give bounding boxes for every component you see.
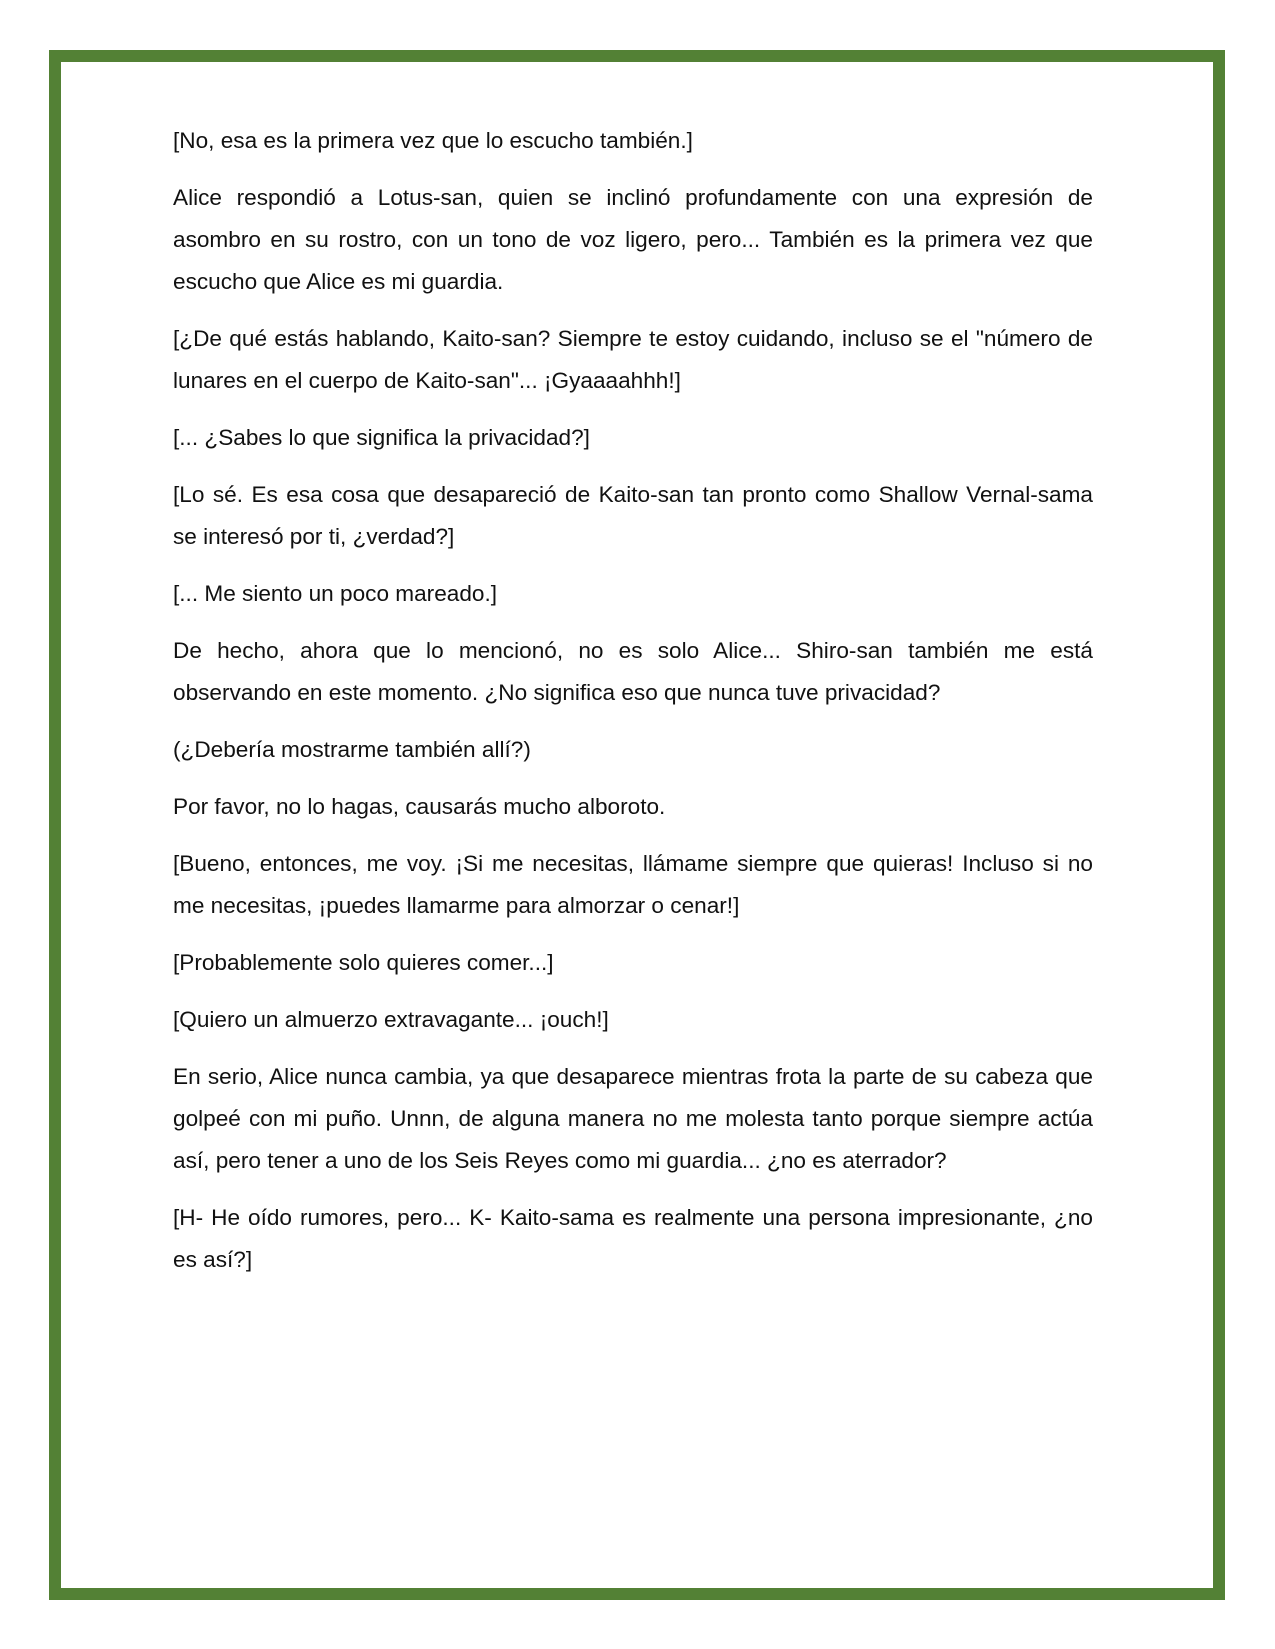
paragraph: Alice respondió a Lotus-san, quien se inclinó profundamente con una expresión de asombro en su rostro, con un tono de voz ligero, pero... También es la primera vez que escucho que Alice es mi guardia. [173,185,1093,294]
document-body [173,120,1093,1296]
paragraph: [... Me siento un poco mareado.] [173,581,498,606]
paragraph: [¿De qué estás hablando, Kaito-san? Siempre te estoy cuidando, incluso se el "número de lunares en el cuerpo de Kaito-san"... ¡Gyaaaahhh!] [173,326,1093,393]
paragraph: [H- He oído rumores, pero... K- Kaito-sama es realmente una persona impresionante, ¿no es así?] [173,1205,1093,1272]
paragraph: De hecho, ahora que lo mencionó, no es solo Alice... Shiro-san también me está observando en este momento. ¿No significa eso que nunca tuve privacidad? [173,638,1093,705]
paragraph: Por favor, no lo hagas, causarás mucho alboroto. [173,794,666,819]
paragraph: (¿Debería mostrarme también allí?) [173,737,531,762]
paragraph: [Quiero un almuerzo extravagante... ¡ouch!] [173,1007,609,1032]
paragraph: [No, esa es la primera vez que lo escucho también.] [173,128,693,153]
paragraph: [... ¿Sabes lo que significa la privacidad?] [173,425,590,450]
paragraph: [Probablemente solo quieres comer...] [173,950,554,975]
paragraph: En serio, Alice nunca cambia, ya que desaparece mientras frota la parte de su cabeza que golpeé con mi puño. Unnn, de alguna manera no me molesta tanto porque siempre actúa así, pero tener a uno de los Seis Reyes como mi guardia... ¿no es aterrador? [173,1064,1093,1173]
paragraph: [Bueno, entonces, me voy. ¡Si me necesitas, llámame siempre que quieras! Incluso si no me necesitas, ¡puedes llamarme para almorzar o cenar!] [173,851,1093,918]
paragraph: [Lo sé. Es esa cosa que desapareció de Kaito-san tan pronto como Shallow Vernal-sama se interesó por ti, ¿verdad?] [173,482,1093,549]
